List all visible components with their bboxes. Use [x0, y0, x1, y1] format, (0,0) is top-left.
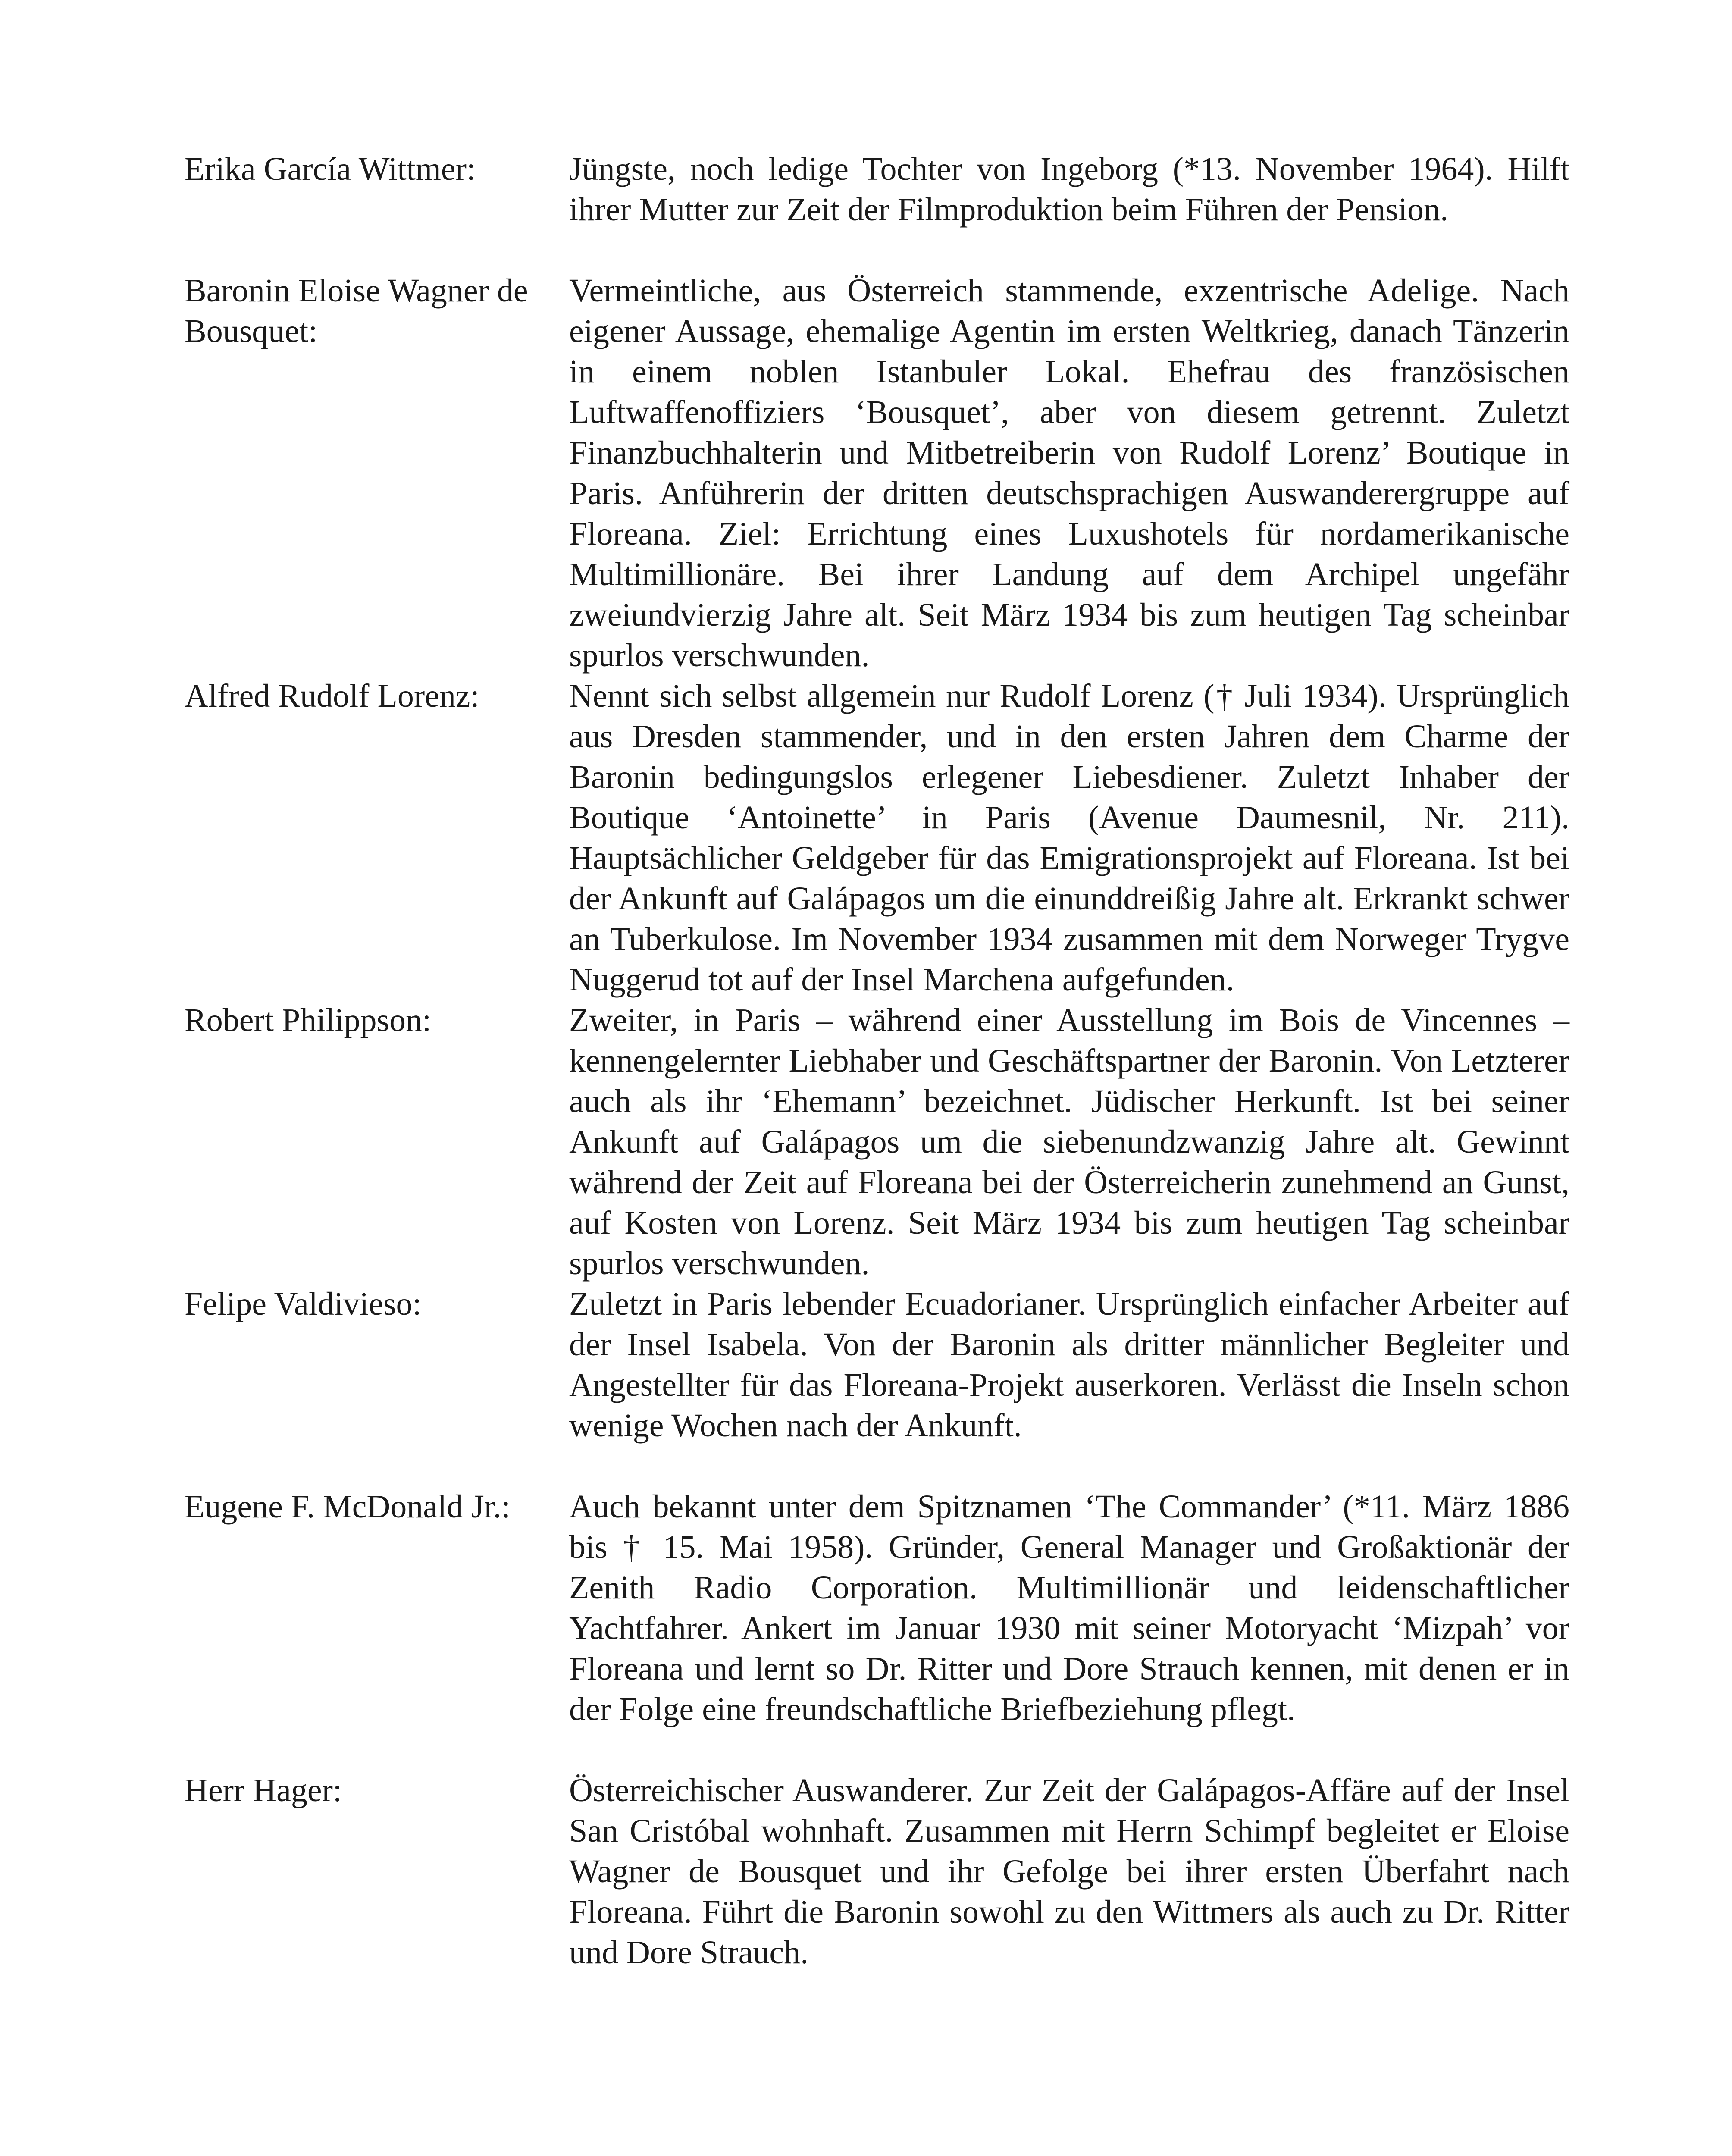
character-entry-hager	[185, 1770, 1569, 1973]
character-name: Robert Philippson:	[185, 1002, 432, 1038]
character-description: Zuletzt in Paris lebender Ecuadorianer. Ursprünglich einfacher Arbeiter auf der Insel Isabela. Von der Baronin als dritter männlicher Begleiter und Angestellter für das Floreana-Projekt auserkoren. Verlässt die Inseln schon wenige Wochen nach der Ankunft.	[569, 1286, 1569, 1444]
character-name: Erika García Wittmer:	[185, 151, 476, 187]
character-list	[185, 149, 1569, 1973]
character-name: Alfred Rudolf Lorenz:	[185, 678, 479, 714]
character-name: Herr Hager:	[185, 1772, 342, 1808]
character-name: Baronin Eloise Wagner de Bousquet:	[185, 273, 528, 349]
character-name: Eugene F. McDonald Jr.:	[185, 1489, 511, 1525]
character-entry-mcdonald	[185, 1486, 1569, 1730]
character-description: Vermeintliche, aus Österreich stammende, exzentrische Adelige. Nach eigener Aussage, ehemalige Agentin im ersten Weltkrieg, danach Tänzerin in einem noblen Istanbuler Lokal. Ehefrau des französischen Luftwaffenoffiziers ‘Bousquet’, aber von diesem getrennt. Zuletzt Finanzbuchhalterin und Mitbetreiberin von Rudolf Lorenz’ Boutique in Paris. Anführerin der dritten deutschsprachigen Auswanderergruppe auf Floreana. Ziel: Errichtung eines Luxushotels für nordamerikanische Multimillionäre. Bei ihrer Landung auf dem Archipel ungefähr zweiundvierzig Jahre alt. Seit März 1934 bis zum heutigen Tag scheinbar spurlos verschwunden.	[569, 273, 1569, 674]
character-description: Jüngste, noch ledige Tochter von Ingeborg (*13. November 1964). Hilft ihrer Mutter zur Zeit der Filmproduktion beim Führen der Pension.	[569, 151, 1569, 228]
character-entry-lorenz	[185, 676, 1569, 1000]
character-description: Zweiter, in Paris – während einer Ausstellung im Bois de Vincennes – kennengelernter Liebhaber und Geschäftspartner der Baronin. Von Letzterer auch als ihr ‘Ehemann’ bezeichnet. Jüdischer Herkunft. Ist bei seiner Ankunft auf Galápagos um die siebenundzwanzig Jahre alt. Gewinnt während der Zeit auf Floreana bei der Österreicherin zunehmend an Gunst, auf Kosten von Lorenz. Seit März 1934 bis zum heutigen Tag scheinbar spurlos verschwunden.	[569, 1002, 1569, 1282]
character-entry-erika	[185, 149, 1569, 230]
character-description: Auch bekannt unter dem Spitznamen ‘The Commander’ (*11. März 1886 bis † 15. Mai 1958). Gründer, General Manager und Großaktionär der Zenith Radio Corporation. Multimillionär und leidenschaftlicher Yachtfahrer. Ankert im Januar 1930 mit seiner Motoryacht ‘Mizpah’ vor Floreana und lernt so Dr. Ritter und Dore Strauch kennen, mit denen er in der Folge eine freundschaftliche Briefbeziehung pflegt.	[569, 1489, 1569, 1727]
character-description: Österreichischer Auswanderer. Zur Zeit der Galápagos-Affäre auf der Insel San Cristóbal wohnhaft. Zusammen mit Herrn Schimpf begleitet er Eloise Wagner de Bousquet und ihr Gefolge bei ihrer ersten Überfahrt nach Floreana. Führt die Baronin sowohl zu den Wittmers als auch zu Dr. Ritter und Dore Strauch.	[569, 1772, 1569, 1971]
character-description: Nennt sich selbst allgemein nur Rudolf Lorenz († Juli 1934). Ursprünglich aus Dresden stammender, und in den ersten Jahren dem Charme der Baronin bedingungslos erlegener Liebesdiener. Zuletzt Inhaber der Boutique ‘Antoinette’ in Paris (Avenue Daumesnil, Nr. 211). Hauptsächlicher Geldgeber für das Emigrationsprojekt auf Floreana. Ist bei der Ankunft auf Galápagos um die einunddreißig Jahre alt. Erkrankt schwer an Tuberkulose. Im November 1934 zusammen mit dem Norweger Trygve Nuggerud tot auf der Insel Marchena aufgefunden.	[569, 678, 1569, 998]
character-name: Felipe Valdivieso:	[185, 1286, 422, 1322]
character-entry-philippson	[185, 1000, 1569, 1284]
character-entry-baronin	[185, 270, 1569, 676]
character-entry-valdivieso	[185, 1284, 1569, 1446]
